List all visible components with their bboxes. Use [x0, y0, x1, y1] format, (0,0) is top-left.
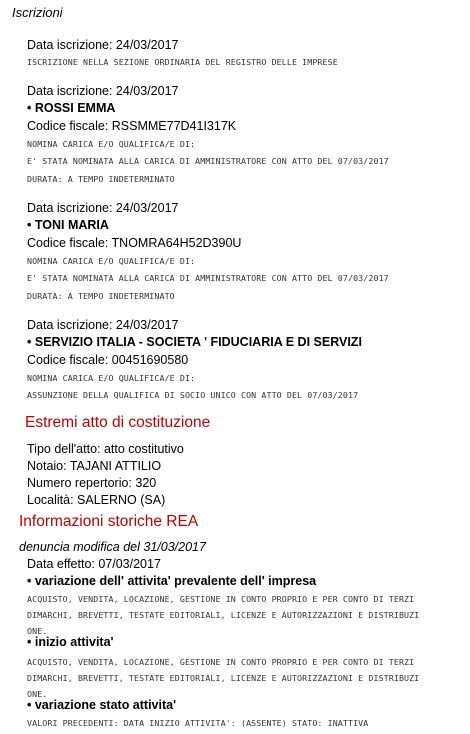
rea-item-line: ONE. — [27, 626, 48, 636]
section-title-iscrizioni: Iscrizioni — [12, 5, 63, 20]
entry-date: Data iscrizione: 24/03/2017 — [27, 38, 179, 52]
rea-item-line: ONE. — [27, 689, 48, 699]
entry-person-name: • TONI MARIA — [27, 218, 109, 232]
data-effetto: Data effetto: 07/03/2017 — [27, 557, 161, 571]
entry-note-line: E' STATA NOMINATA ALLA CARICA DI AMMINISTRATORE CON ATTO DEL 07/03/2017 — [27, 156, 389, 166]
entry-note-line: ISCRIZIONE NELLA SEZIONE ORDINARIA DEL REGISTRO DELLE IMPRESE — [27, 57, 338, 67]
numero-repertorio: Numero repertorio: 320 — [27, 476, 157, 490]
entry-date: Data iscrizione: 24/03/2017 — [27, 84, 179, 98]
rea-item-line: DIMARCHI, BREVETTI, TESTATE EDITORIALI, LICENZE E AUTORIZZAZIONI E DISTRIBUZI — [27, 673, 420, 683]
entry-note-line: NOMINA CARICA E/O QUALIFICA/E DI: — [27, 256, 196, 266]
entry-codice-fiscale: Codice fiscale: RSSMME77D41I317K — [27, 119, 237, 133]
entry-company-name: • SERVIZIO ITALIA - SOCIETA ' FIDUCIARIA E DI SERVIZI — [27, 335, 362, 349]
section-title-estremi: Estremi atto di costituzione — [25, 414, 211, 431]
rea-item-title: • variazione stato attivita' — [27, 698, 177, 712]
section-title-rea: Informazioni storiche REA — [19, 513, 199, 530]
entry-date: Data iscrizione: 24/03/2017 — [27, 318, 179, 332]
rea-item-line: VALORI PRECEDENTI: DATA INIZIO ATTIVITA': (ASSENTE) STATO: INATTIVA — [27, 718, 369, 728]
denuncia-modifica: denuncia modifica del 31/03/2017 — [19, 540, 206, 554]
notaio: Notaio: TAJANI ATTILIO — [27, 459, 162, 473]
rea-item-line: DIMARCHI, BREVETTI, TESTATE EDITORIALI, LICENZE E AUTORIZZAZIONI E DISTRIBUZI — [27, 610, 420, 620]
tipo-atto-label: Tipo dell'atto: — [27, 442, 104, 456]
entry-note-line: NOMINA CARICA E/O QUALIFICA/E DI: — [27, 373, 196, 383]
tipo-atto — [27, 441, 184, 457]
rea-item-line: ACQUISTO, VENDITA, LOCAZIONE, GESTIONE IN CONTO PROPRIO E PER CONTO DI TERZI — [27, 594, 415, 604]
rea-item-title: • inizio attivita' — [27, 635, 114, 649]
entry-codice-fiscale: Codice fiscale: 00451690580 — [27, 353, 189, 367]
entry-date: Data iscrizione: 24/03/2017 — [27, 201, 179, 215]
entry-note-line: ASSUNZIONE DELLA QUALIFICA DI SOCIO UNICO CON ATTO DEL 07/03/2017 — [27, 390, 359, 400]
localita: Località: SALERNO (SA) — [27, 493, 166, 507]
rea-item-line: ACQUISTO, VENDITA, LOCAZIONE, GESTIONE IN CONTO PROPRIO E PER CONTO DI TERZI — [27, 657, 415, 667]
entry-person-name: • ROSSI EMMA — [27, 101, 116, 115]
rea-item-title: • variazione dell' attivita' prevalente dell' impresa — [27, 574, 317, 588]
entry-codice-fiscale: Codice fiscale: TNOMRA64H52D390U — [27, 236, 242, 250]
tipo-atto-value: atto costitutivo — [103, 442, 184, 456]
entry-note-line: DURATA: A TEMPO INDETERMINATO — [27, 291, 175, 301]
entry-note-line: NOMINA CARICA E/O QUALIFICA/E DI: — [27, 139, 196, 149]
entry-note-line: E' STATA NOMINATA ALLA CARICA DI AMMINISTRATORE CON ATTO DEL 07/03/2017 — [27, 273, 389, 283]
entry-note-line: DURATA: A TEMPO INDETERMINATO — [27, 174, 175, 184]
